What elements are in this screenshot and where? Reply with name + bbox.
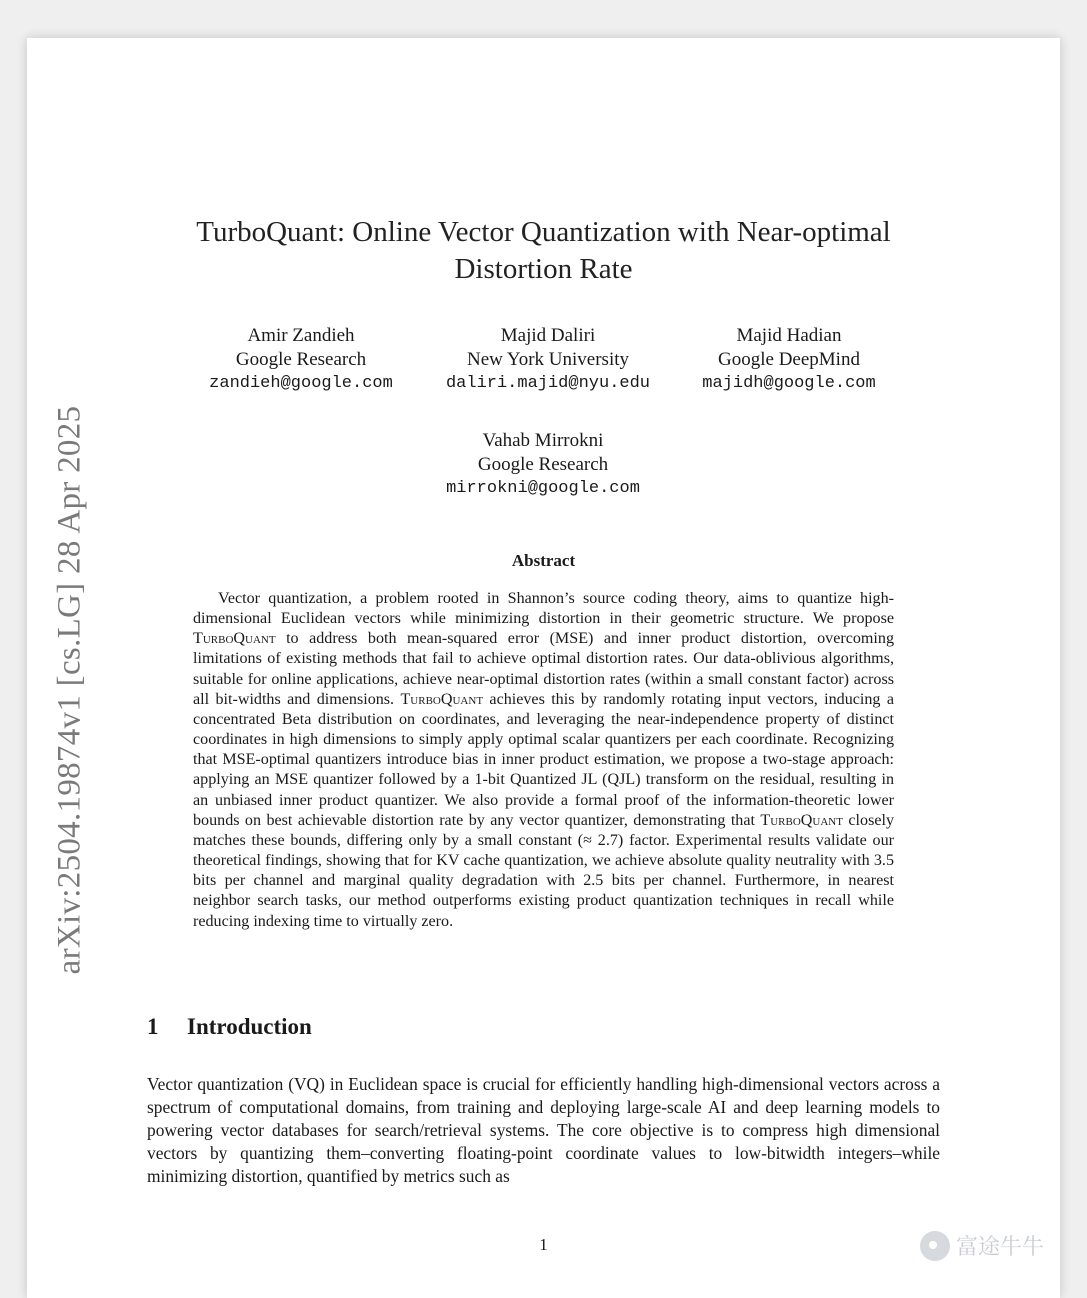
author-name: Amir Zandieh	[247, 325, 355, 346]
author-email[interactable]: daliri.majid@nyu.edu	[445, 374, 651, 393]
author-affiliation: Google Research	[477, 454, 609, 475]
author-name: Majid Hadian	[736, 325, 842, 346]
abstract-text: closely matches these bounds, differing only by a small constant (≈ 2.7) factor. Experimental results validate our theoretical findings, showing that for KV cache quantization, we achieve absolute quality neutrality with 3.5 bits per channel and marginal quality degradation with 2.5 bits per channel. Furthermore, in nearest neighbor search tasks, our method outperforms existing product quantization techniques in recall while reducing indexing time to virtually zero.	[193, 811, 894, 930]
title-line-1: TurboQuant: Online Vector Quantization with Near-optimal	[196, 216, 891, 248]
paper-title	[180, 214, 907, 288]
author-block	[659, 324, 919, 396]
abstract-text: Vector quantization, a problem rooted in Shannon’s source coding theory, aims to quantize high-dimensional Euclidean vectors while minimizing distortion in their geometric structure. We propose	[193, 590, 894, 628]
abstract-text: to address both mean-squared error (MSE) and inner product distortion, overcoming limitations of existing methods that fail to achieve optimal distortion rates. Our data-oblivious algorithms, suitable for online applications, achieve near-optimal distortion rates (within a small constant factor) across all bit-widths and dimensions.	[193, 630, 894, 708]
method-name: TurboQuant	[760, 811, 843, 829]
watermark-text: 富途牛牛	[956, 1235, 1045, 1260]
futu-logo-icon	[920, 1231, 950, 1261]
section-heading	[147, 1014, 312, 1040]
abstract-heading: Abstract	[511, 551, 576, 570]
author-email[interactable]: mirrokni@google.com	[446, 479, 640, 498]
method-name: TurboQuant	[193, 630, 276, 648]
author-email[interactable]: zandieh@google.com	[209, 374, 393, 393]
method-name: TurboQuant	[400, 690, 484, 708]
author-block	[413, 429, 673, 501]
author-name: Vahab Mirrokni	[482, 430, 604, 451]
watermark	[920, 1230, 1044, 1261]
arxiv-identifier-stamp: arXiv:2504.19874v1 [cs.LG] 28 Apr 2025	[51, 405, 88, 975]
section-title: Introduction	[187, 1014, 312, 1039]
abstract-body	[193, 589, 894, 932]
abstract-text: achieves this by randomly rotating input vectors, inducing a concentrated Beta distribution on coordinates, and leveraging the near-independence property of distinct coordinates in high dimensions to simply apply optimal scalar quantizers per each coordinate. Recognizing that MSE-optimal quantizers introduce bias in inner product estimation, we propose a two-stage approach: applying an MSE quantizer followed by a 1-bit Quantized JL (QJL) transform on the residual, resulting in an unbiased inner product quantizer. We also provide a formal proof of the information-theoretic lower bounds on best achievable distortion rate by any vector quantizer, demonstrating that	[193, 690, 894, 829]
author-email[interactable]: majidh@google.com	[702, 374, 876, 393]
introduction-body: Vector quantization (VQ) in Euclidean space is crucial for efficiently handling high-dimensional vectors across a spectrum of computational domains, from training and deploying large-scale AI and deep learning models to powering vector databases for search/retrieval systems. The core objective is to compress high dimensional vectors by quantizing them–converting floating-point coordinate values to low-bitwidth integers–while minimizing distortion, quantified by metrics such as	[147, 1074, 940, 1187]
author-block	[171, 324, 431, 396]
author-name: Majid Daliri	[500, 325, 596, 346]
author-affiliation: Google Research	[235, 349, 367, 370]
page-number: 1	[539, 1235, 548, 1254]
author-block	[418, 324, 678, 396]
section-number: 1	[147, 1014, 159, 1039]
title-line-2: Distortion Rate	[454, 253, 633, 285]
author-affiliation: New York University	[466, 349, 630, 370]
author-affiliation: Google DeepMind	[718, 349, 860, 370]
